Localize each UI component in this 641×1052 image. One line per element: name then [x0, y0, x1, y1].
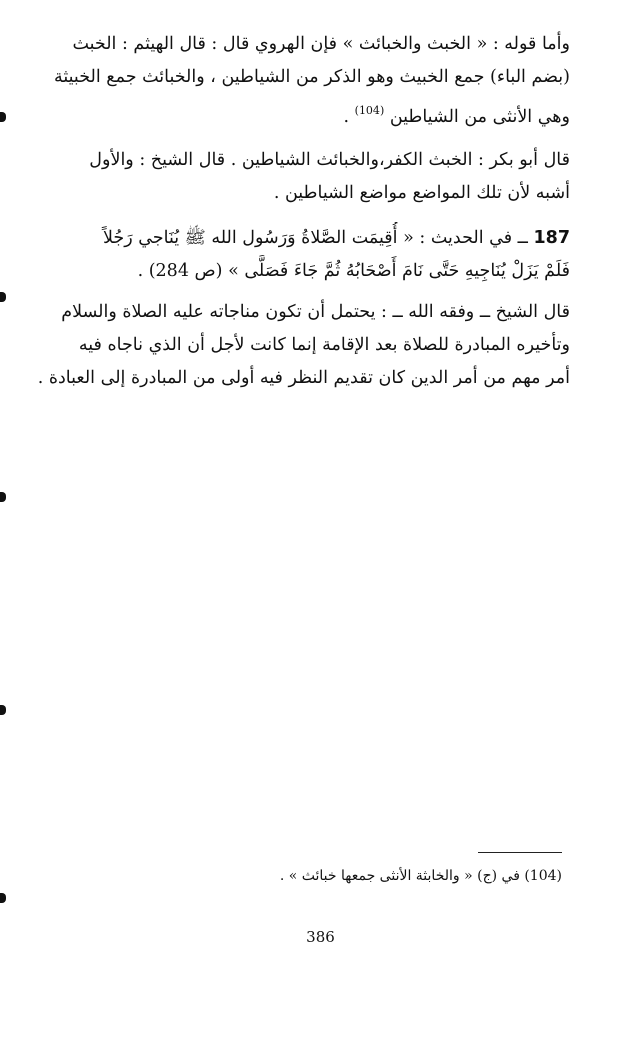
footnote: (104) في (ج) « والخابثة الأنثى جمعها خبائث » .: [279, 868, 562, 884]
text-line: قال الشيخ ــ وفقه الله ــ : يحتمل أن تكون مناجاته عليه الصلاة والسلام: [61, 302, 570, 322]
text-line: أمر مهم من أمر الدين كان تقديم النظر فيه أولى من المبادرة إلى العبادة .: [37, 368, 570, 388]
binding-mark: [0, 492, 6, 502]
paragraph-abu-bakr: [36, 144, 570, 210]
text-line: وتأخيره المبادرة للصلاة بعد الإقامة إنما كانت لأجل أن الذي ناجاه فيه: [78, 335, 570, 355]
text-line: قال أبو بكر : الخبث الكفر،والخبائث الشياطين . قال الشيخ : والأول: [89, 150, 570, 170]
binding-mark: [0, 292, 6, 302]
paragraph-hadith-commentary: [36, 28, 570, 134]
text-line-content: وهي الأنثى من الشياطين: [389, 107, 570, 127]
hadith-number: 187: [533, 228, 570, 248]
text-line: وأما قوله : « الخبث والخبائث » فإن الهروي قال : قال الهيثم : الخبث: [72, 34, 570, 54]
text-line: أشبه لأن تلك المواضع مواضع الشياطين .: [273, 183, 570, 203]
sentence-end: .: [343, 107, 350, 127]
binding-mark: [0, 893, 6, 903]
hadith-text: ــ في الحديث : « أُقِيمَت الصَّلاةُ وَرَسُول الله ﷺ يُنَاجي رَجُلاً: [102, 228, 528, 248]
binding-mark: [0, 112, 6, 122]
paragraph-hadith-187: [36, 222, 570, 288]
text-line: [36, 222, 570, 255]
paragraph-sheikh-commentary: [36, 296, 570, 395]
text-line: [36, 94, 570, 134]
footnote-separator: [478, 852, 562, 853]
footnote-reference: (104): [354, 104, 385, 117]
binding-mark: [0, 705, 6, 715]
text-line: (بضم الباء) جمع الخبيث وهو الذكر من الشياطين ، والخبائث جمع الخبيثة: [53, 67, 570, 87]
text-line: فَلَمْ يَزَلْ يُنَاجِيهِ حَتَّى نَامَ أَصْحَابُهُ ثُمَّ جَاءَ فَصَلَّى » (ص 284) .: [137, 261, 570, 281]
page-number: 386: [306, 928, 335, 946]
